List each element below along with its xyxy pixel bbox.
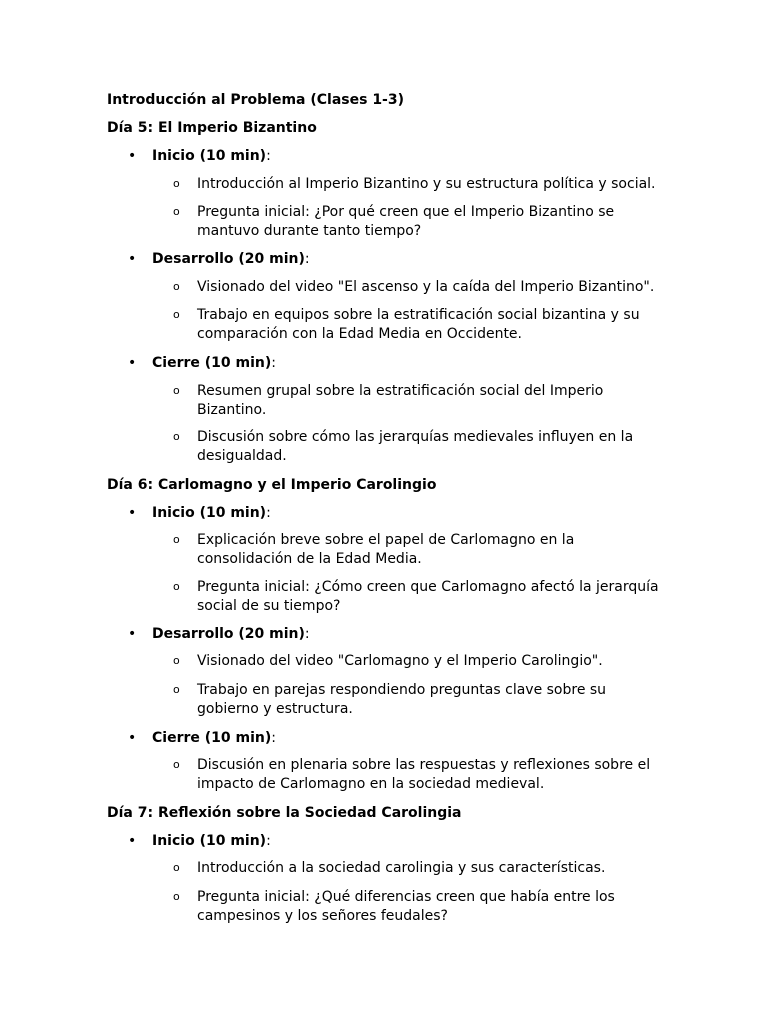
list-item xyxy=(173,756,667,793)
list-item xyxy=(173,428,667,465)
phase-label: Inicio (10 min) xyxy=(152,833,267,849)
list-item-text: Trabajo en equipos sobre la estratificación social bizantina y su comparación con la Edad Media en Occidente. xyxy=(197,307,640,342)
circle-bullet-icon: o xyxy=(173,654,180,667)
phase-label: Desarrollo (20 min) xyxy=(152,626,305,642)
list-item xyxy=(173,578,667,615)
list-item xyxy=(173,652,667,671)
phase-label: Inicio (10 min) xyxy=(152,505,267,521)
circle-bullet-icon: o xyxy=(173,861,180,874)
list-item-text: Resumen grupal sobre la estratificación social del Imperio Bizantino. xyxy=(197,383,604,418)
phase-colon: : xyxy=(271,730,276,746)
phase-item xyxy=(128,729,276,747)
list-item-text: Visionado del video "El ascenso y la caída del Imperio Bizantino". xyxy=(197,279,655,295)
bullet-icon: • xyxy=(128,148,137,164)
list-item xyxy=(173,531,667,568)
day-heading: Día 5: El Imperio Bizantino xyxy=(107,120,317,136)
phase-label: Cierre (10 min) xyxy=(152,355,272,371)
list-item xyxy=(173,382,667,419)
list-item-text: Explicación breve sobre el papel de Carlomagno en la consolidación de la Edad Media. xyxy=(197,532,575,567)
phase-colon: : xyxy=(266,148,271,164)
phase-label: Cierre (10 min) xyxy=(152,730,272,746)
list-item-text: Discusión en plenaria sobre las respuestas y reflexiones sobre el impacto de Carlomagno en la sociedad medieval. xyxy=(197,757,651,792)
circle-bullet-icon: o xyxy=(173,758,180,771)
list-item-text: Pregunta inicial: ¿Cómo creen que Carlomagno afectó la jerarquía social de su tiempo? xyxy=(197,579,659,614)
circle-bullet-icon: o xyxy=(173,890,180,903)
circle-bullet-icon: o xyxy=(173,280,180,293)
circle-bullet-icon: o xyxy=(173,533,180,546)
list-item xyxy=(173,175,667,194)
document-title: Introducción al Problema (Clases 1-3) xyxy=(107,92,405,108)
phase-colon: : xyxy=(266,833,271,849)
list-item-text: Trabajo en parejas respondiendo preguntas clave sobre su gobierno y estructura. xyxy=(197,682,607,717)
list-item-text: Introducción a la sociedad carolingia y sus características. xyxy=(197,860,606,876)
day-heading: Día 7: Reflexión sobre la Sociedad Carolingia xyxy=(107,805,462,821)
list-item xyxy=(173,306,667,343)
phase-item xyxy=(128,625,310,643)
list-item-text: Pregunta inicial: ¿Qué diferencias creen que había entre los campesinos y los señores feudales? xyxy=(197,889,615,924)
phase-label: Inicio (10 min) xyxy=(152,148,267,164)
bullet-icon: • xyxy=(128,355,137,371)
bullet-icon: • xyxy=(128,505,137,521)
phase-colon: : xyxy=(271,355,276,371)
circle-bullet-icon: o xyxy=(173,177,180,190)
list-item xyxy=(173,888,667,925)
bullet-icon: • xyxy=(128,730,137,746)
day-heading: Día 6: Carlomagno y el Imperio Carolingio xyxy=(107,477,437,493)
list-item xyxy=(173,203,667,240)
list-item-text: Visionado del video "Carlomagno y el Imperio Carolingio". xyxy=(197,653,603,669)
list-item-text: Pregunta inicial: ¿Por qué creen que el Imperio Bizantino se mantuvo durante tanto tiempo? xyxy=(197,204,615,239)
phase-colon: : xyxy=(304,251,310,267)
list-item xyxy=(173,278,667,297)
phase-item xyxy=(128,147,271,165)
circle-bullet-icon: o xyxy=(173,308,180,321)
phase-colon: : xyxy=(266,505,271,521)
phase-colon: : xyxy=(304,626,310,642)
bullet-icon: • xyxy=(128,251,137,267)
phase-label: Desarrollo (20 min) xyxy=(152,251,305,267)
phase-item xyxy=(128,250,310,268)
bullet-icon: • xyxy=(128,833,137,849)
circle-bullet-icon: o xyxy=(173,384,180,397)
phase-item xyxy=(128,832,271,850)
circle-bullet-icon: o xyxy=(173,580,180,593)
circle-bullet-icon: o xyxy=(173,683,180,696)
list-item-text: Introducción al Imperio Bizantino y su estructura política y social. xyxy=(197,176,656,192)
phase-item xyxy=(128,354,276,372)
phase-item xyxy=(128,504,271,522)
circle-bullet-icon: o xyxy=(173,205,180,218)
list-item xyxy=(173,859,667,878)
circle-bullet-icon: o xyxy=(173,430,180,443)
list-item-text: Discusión sobre cómo las jerarquías medievales influyen en la desigualdad. xyxy=(197,429,634,464)
bullet-icon: • xyxy=(128,626,137,642)
list-item xyxy=(173,681,667,718)
